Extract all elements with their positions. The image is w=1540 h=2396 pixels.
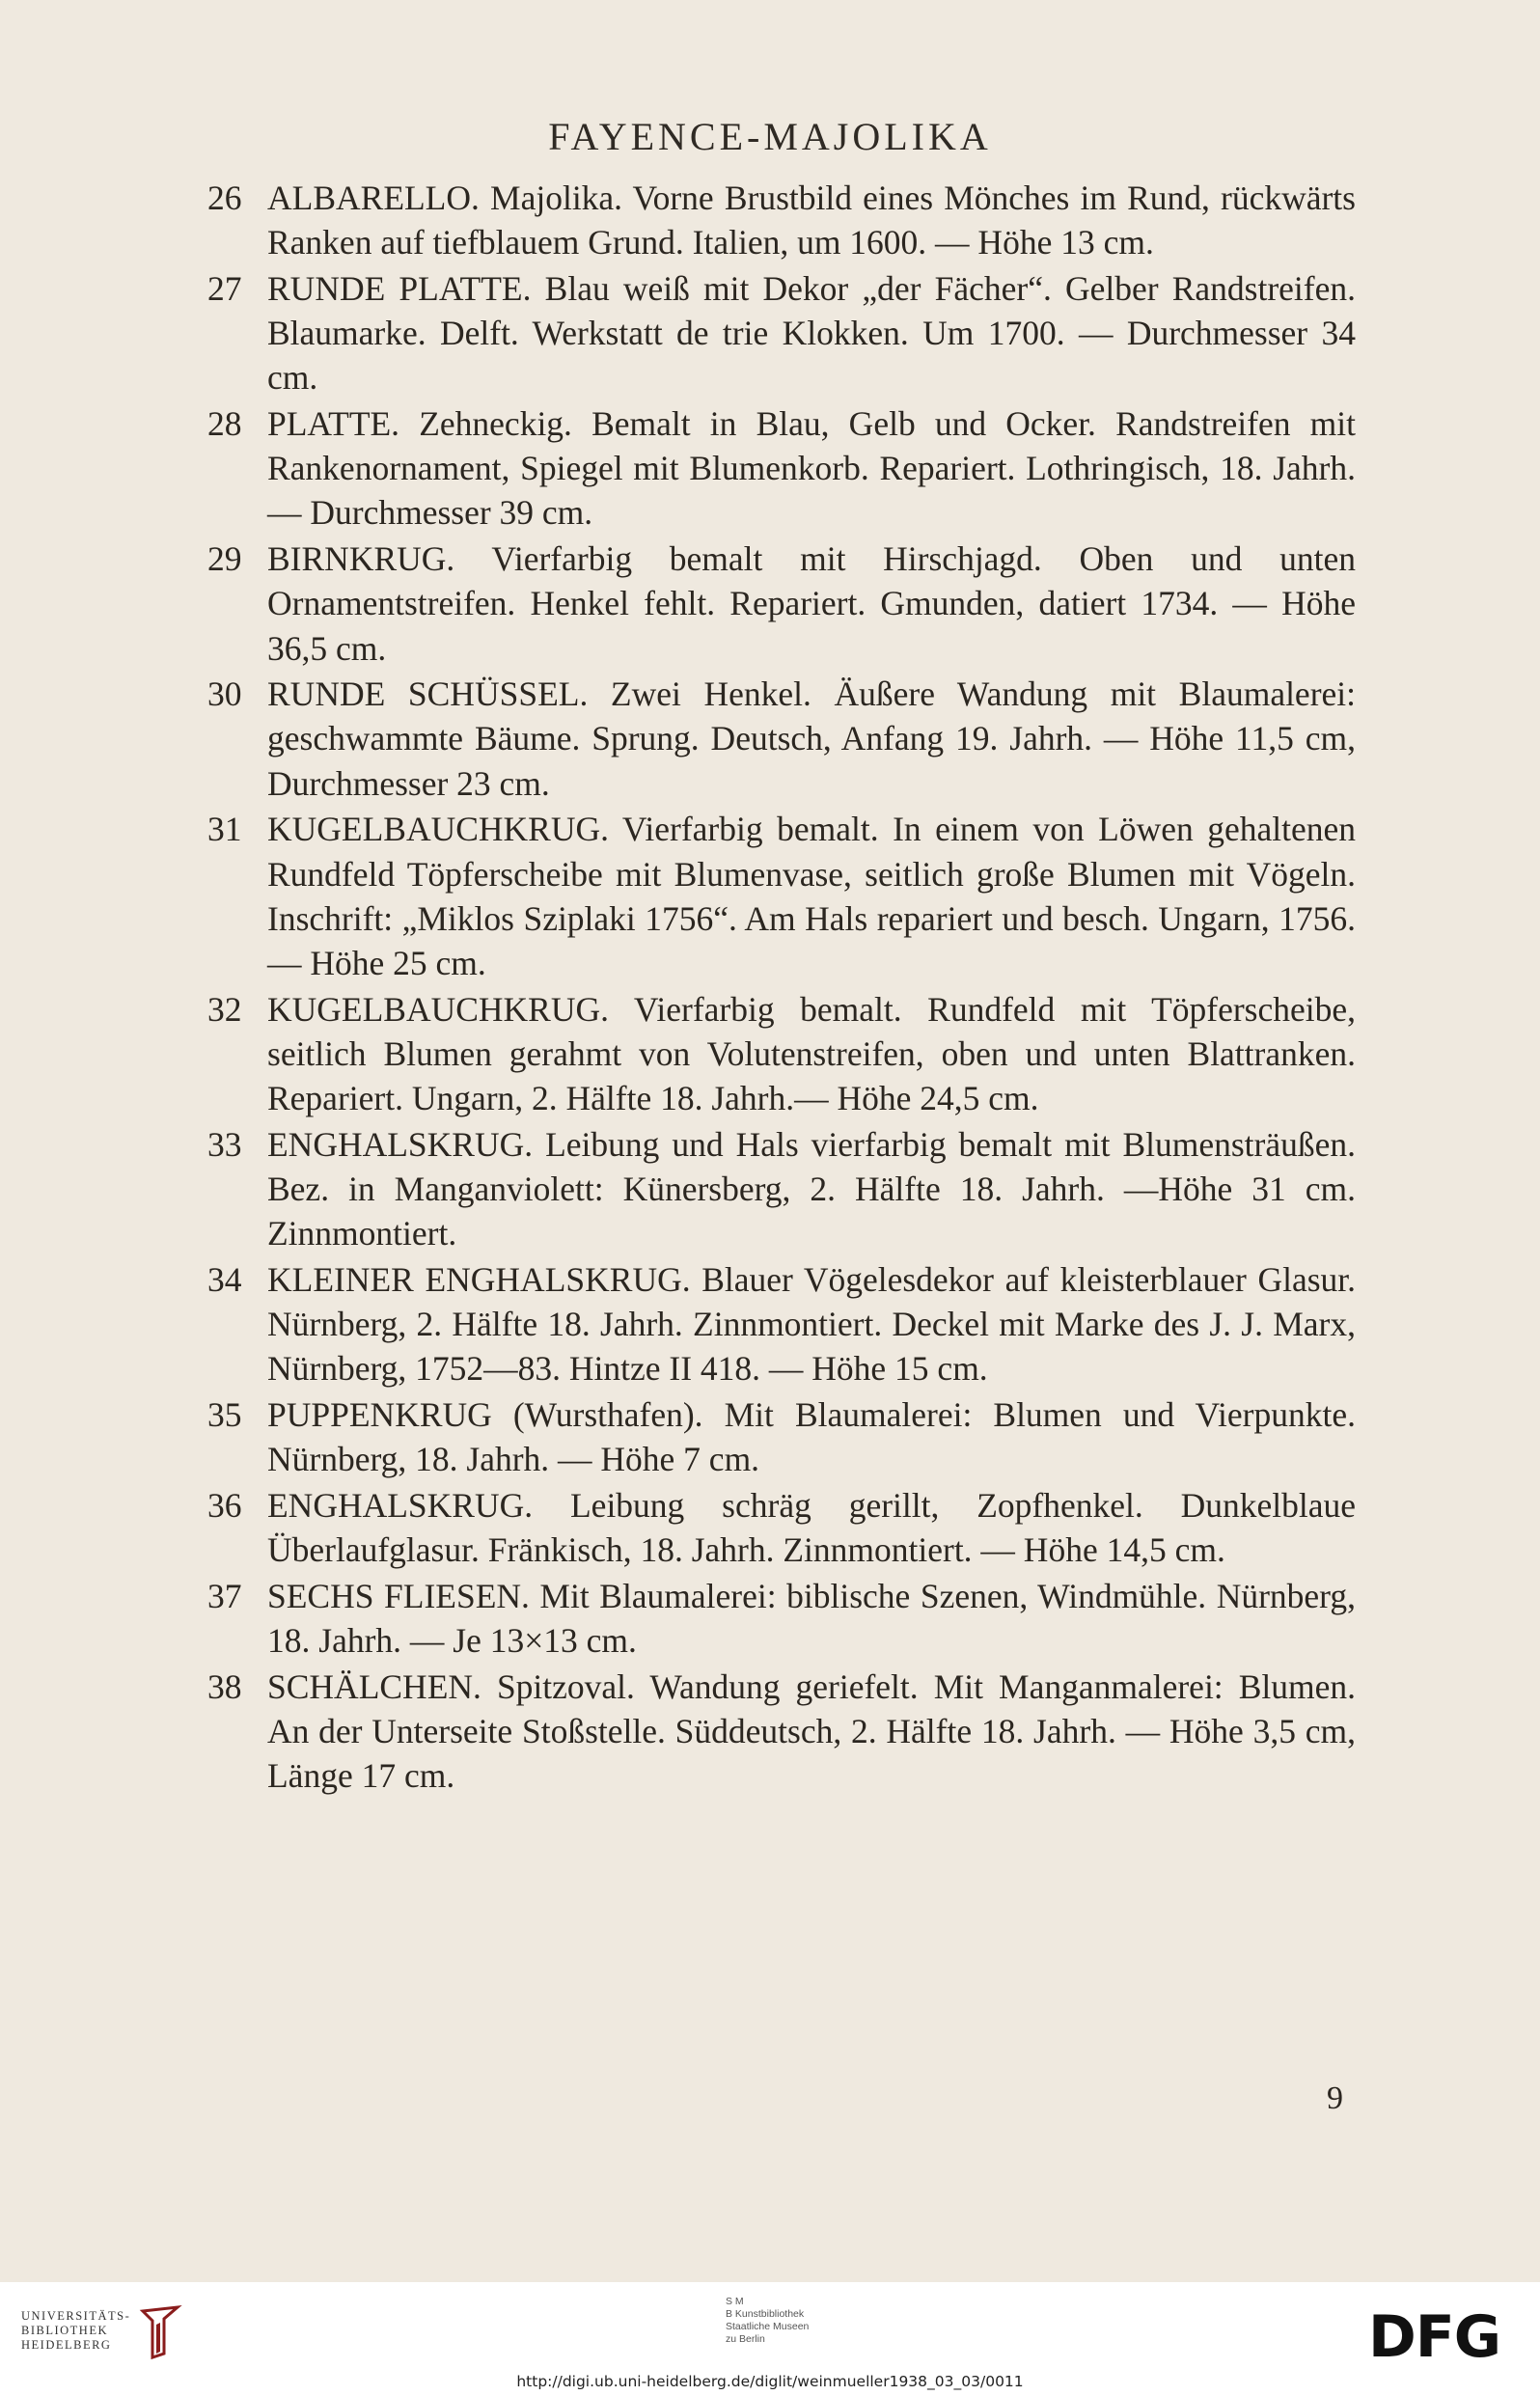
catalogue-entry [207,1574,1356,1663]
entry-number: 35 [207,1394,242,1434]
entry-number: 37 [207,1576,242,1615]
stamp-line: zu Berlin [726,2333,765,2345]
entry-number: 33 [207,1124,242,1164]
library-stamp [726,2296,809,2346]
library-emblem-icon [135,2303,185,2361]
entry-text: SCHÄLCHEN. Spitzoval. Wandung geriefelt. Mit Manganmalerei: Blumen. An der Unterseite Stoßstelle. Süddeutsch, 2. Hälfte 18. Jahrh. — Höhe 3,5 cm, Länge 17 cm. [267,1666,1356,1796]
catalogue-entry [207,176,1356,264]
catalogue-entry [207,1392,1356,1481]
catalogue-entry [207,987,1356,1121]
entry-number: 36 [207,1485,242,1525]
catalogue-entry [207,1257,1356,1391]
catalogue-entry [207,672,1356,806]
catalogue-entry [207,1122,1356,1256]
entry-number: 38 [207,1666,242,1706]
library-logo-line: BIBLIOTHEK [21,2324,108,2337]
entry-text: PLATTE. Zehneckig. Bemalt in Blau, Gelb und Ocker. Randstreifen mit Rankenornament, Spiegel mit Blumenkorb. Repariert. Lothringisch, 18. Jahrh. — Durchmesser 39 cm. [267,404,1356,533]
library-logo-line: HEIDELBERG [21,2338,112,2352]
entry-number: 31 [207,810,242,849]
entry-text: ENGHALSKRUG. Leibung und Hals vierfarbig bemalt mit Blumensträußen. Bez. in Manganviolett: Künersberg, 2. Hälfte 18. Jahrh. —Höhe 31 cm. Zinnmontiert. [267,1124,1356,1253]
catalogue-entry [207,1665,1356,1799]
dfg-logo[interactable]: DFG [1368,2303,1501,2371]
entry-number: 29 [207,539,242,579]
catalogue-entry [207,266,1356,400]
catalogue-entry [207,1483,1356,1572]
catalogue-entries [207,176,1356,1800]
digitization-footer [0,2282,1540,2396]
stamp-line: Staatliche Museen [726,2321,810,2332]
entry-text: KUGELBAUCHKRUG. Vierfarbig bemalt. In einem von Löwen gehaltenen Rundfeld Töpferscheibe mit Blumenvase, seitlich große Blumen mit Vögeln. Inschrift: „Miklos Sziplaki 1756“. Am Hals repariert und besch. Ungarn, 1756. — Höhe 25 cm. [267,810,1356,982]
page-number: 9 [1327,2080,1343,2116]
entry-number: 28 [207,404,242,444]
entry-text: RUNDE SCHÜSSEL. Zwei Henkel. Äußere Wandung mit Blaumalerei: geschwammte Bäume. Sprung. Deutsch, Anfang 19. Jahrh. — Höhe 11,5 cm, Durchmesser 23 cm. [267,675,1356,803]
entry-text: ALBARELLO. Majolika. Vorne Brustbild eines Mönches im Rund, rückwärts Ranken auf tiefblauem Grund. Italien, um 1600. — Höhe 13 cm. [267,179,1356,262]
source-url-link[interactable]: http://digi.ub.uni-heidelberg.de/diglit/weinmueller1938_03_03/0011 [516,2373,1024,2390]
entry-number: 30 [207,675,242,714]
entry-text: ENGHALSKRUG. Leibung schräg gerillt, Zopfhenkel. Dunkelblaue Überlaufglasur. Fränkisch, 18. Jahrh. Zinnmontiert. — Höhe 14,5 cm. [267,1485,1356,1570]
entry-text: PUPPENKRUG (Wursthafen). Mit Blaumalerei: Blumen und Vierpunkte. Nürnberg, 18. Jahrh. — Höhe 7 cm. [267,1394,1356,1479]
entry-number: 26 [207,179,242,217]
catalogue-entry [207,537,1356,671]
catalogue-entry [207,401,1356,536]
entry-text: RUNDE PLATTE. Blau weiß mit Dekor „der Fächer“. Gelber Randstreifen. Blaumarke. Delft. Werkstatt de trie Klokken. Um 1700. — Durchmesser 34 cm. [267,268,1356,398]
entry-text: KLEINER ENGHALSKRUG. Blauer Vögelesdekor auf kleisterblauer Glasur. Nürnberg, 2. Hälfte 18. Jahrh. Zinnmontiert. Deckel mit Marke des J. J. Marx, Nürnberg, 1752—83. Hintze II 418. — Höhe 15 cm. [267,1259,1356,1389]
entry-text: SECHS FLIESEN. Mit Blaumalerei: biblische Szenen, Windmühle. Nürnberg, 18. Jahrh. — Je 13×13 cm. [267,1576,1356,1660]
entry-number: 34 [207,1259,242,1299]
entry-text: BIRNKRUG. Vierfarbig bemalt mit Hirschjagd. Oben und unten Ornamentstreifen. Henkel fehlt. Repariert. Gmunden, datiert 1734. — Höhe 36,5 cm. [267,539,1356,668]
entry-number: 32 [207,989,242,1029]
entry-text: KUGELBAUCHKRUG. Vierfarbig bemalt. Rundfeld mit Töpferscheibe, seitlich Blumen gerahmt von Volutenstreifen, oben und unten Blattranken. Repariert. Ungarn, 2. Hälfte 18. Jahrh.— Höhe 24,5 cm. [267,989,1356,1118]
library-logo-line: UNIVERSITÄTS- [21,2309,131,2323]
stamp-line: B Kunstbibliothek [726,2308,805,2320]
entry-number: 27 [207,268,242,308]
catalogue-entry [207,807,1356,985]
stamp-line: S M [726,2296,744,2307]
running-head: FAYENCE-MAJOLIKA [548,115,992,158]
library-logo[interactable] [21,2309,130,2353]
